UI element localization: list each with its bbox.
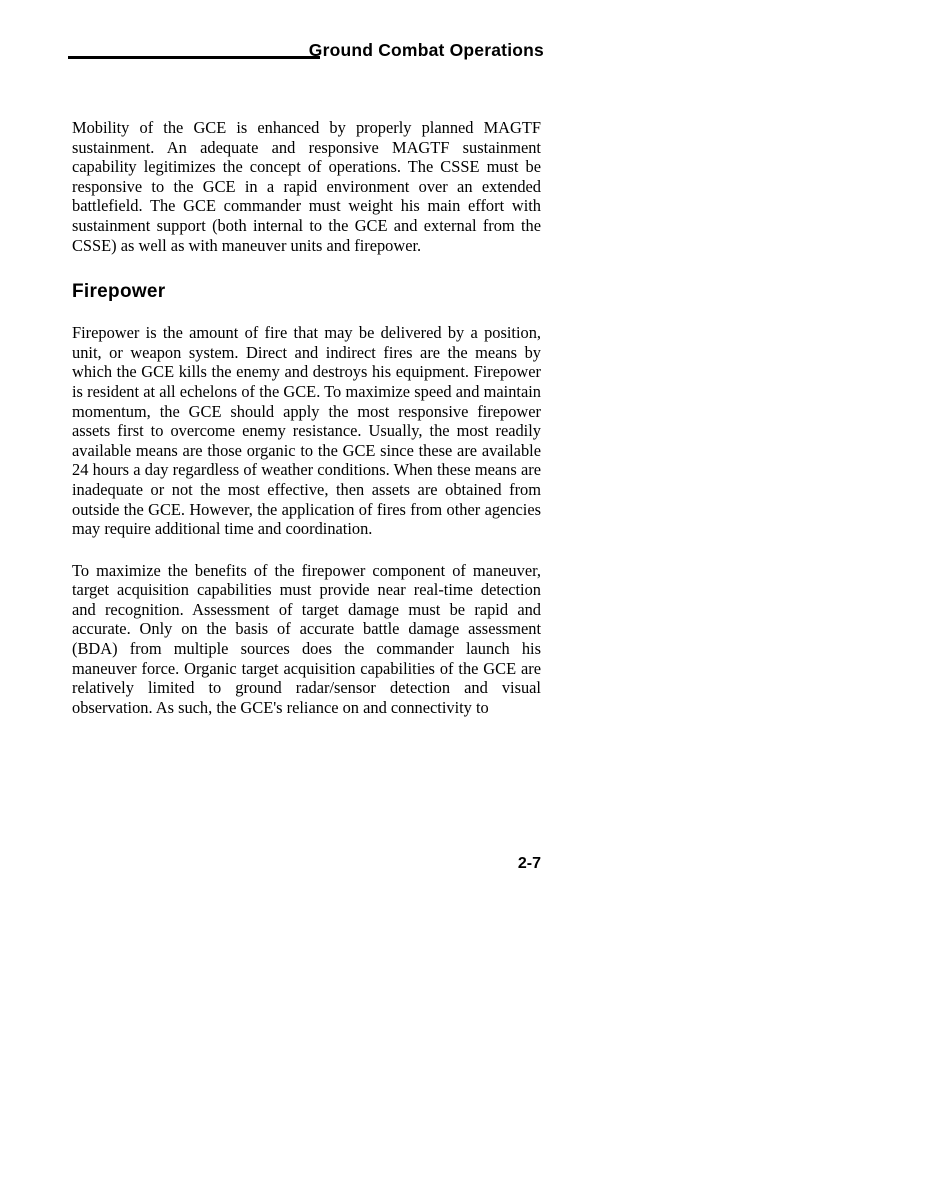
paragraph-firepower-definition: Firepower is the amount of fire that may be delivered by a position, unit, or weapon system. Direct and indirect fires are the means by which the GCE kills the enemy and destroys his equipment. Firepower is resident at all echelons of the GCE. To maximize speed and maintain momentum, the GCE should apply the most responsive firepower assets first to overcome enemy resistance. Usually, the most readily available means are those organic to the GCE since these are available 24 hours a day regardless of weather conditions. When these means are inadequate or not the most effective, then assets are obtained from outside the GCE. However, the application of fires from other agencies may require additional time and coordination. [72, 323, 541, 539]
page-content [72, 118, 541, 717]
page-title: Ground Combat Operations [308, 40, 544, 60]
page-number: 2-7 [517, 855, 541, 872]
paragraph-mobility: Mobility of the GCE is enhanced by properly planned MAGTF sustainment. An adequate and responsive MAGTF sustainment capability legitimizes the concept of operations. The CSSE must be responsive to the GCE in a rapid environment over an extended battlefield. The GCE commander must weight his main effort with sustainment support (both internal to the GCE and external from the CSSE) as well as with maneuver units and firepower. [72, 118, 541, 255]
paragraph-target-acquisition: To maximize the benefits of the firepower component of maneuver, target acquisition capabilities must provide near real-time detection and recognition. Assessment of target damage must be rapid and accurate. Only on the basis of accurate battle damage assessment (BDA) from multiple sources does the commander launch his maneuver force. Organic target acquisition capabilities of the GCE are relatively limited to ground radar/sensor detection and visual observation. As such, the GCE's reliance on and connectivity to [72, 560, 541, 717]
page-header [68, 40, 544, 72]
header-rule [68, 56, 320, 59]
section-heading-firepower: Firepower [72, 281, 166, 303]
